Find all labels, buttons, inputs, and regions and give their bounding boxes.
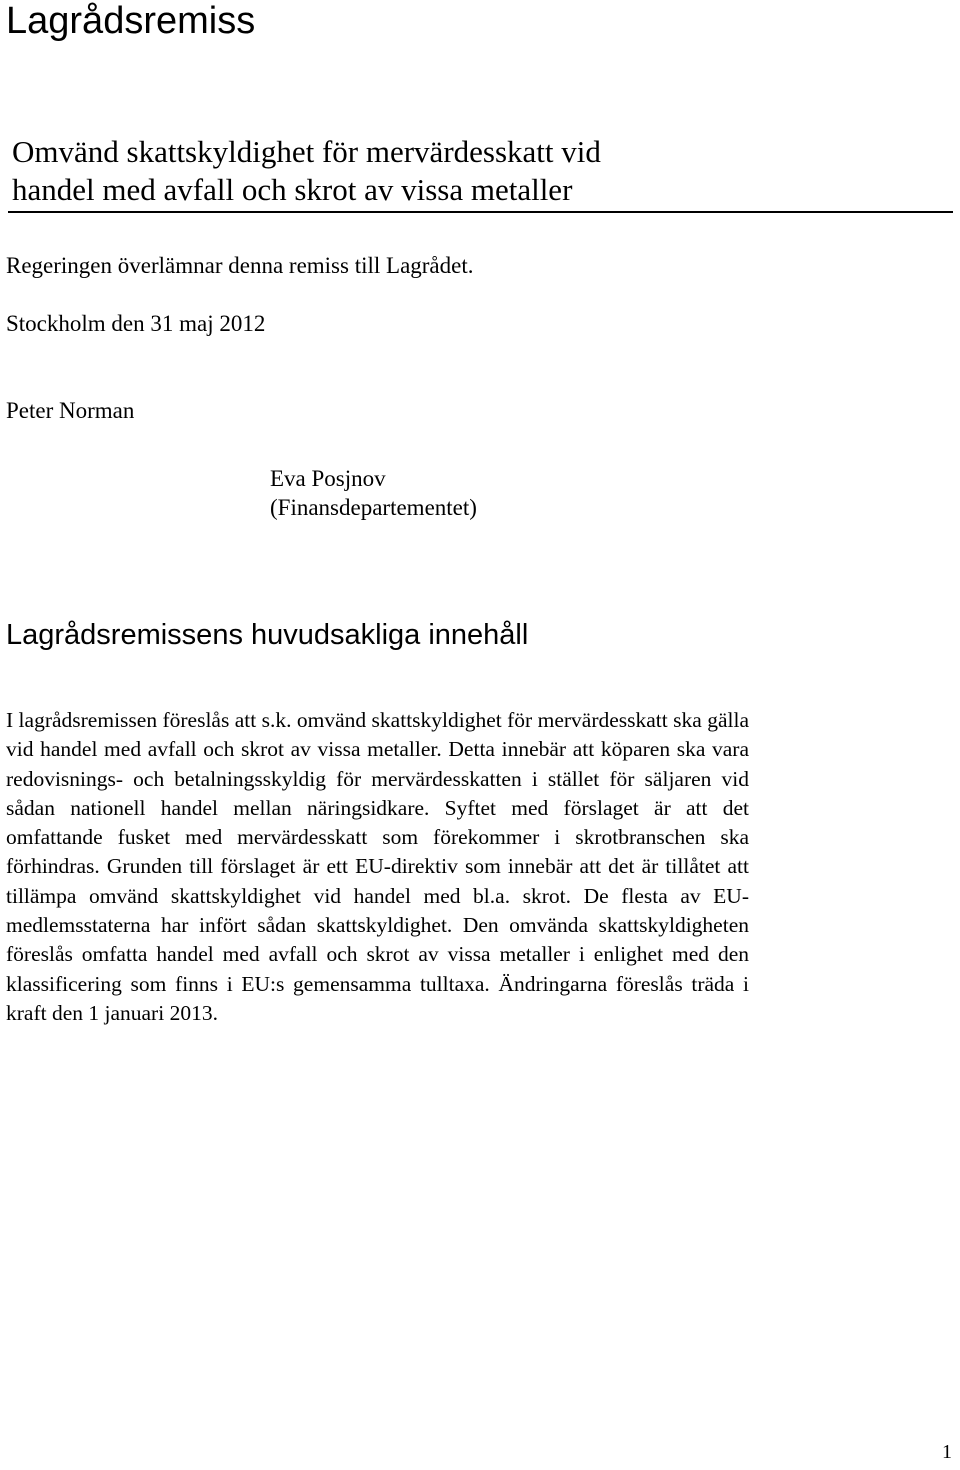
subject-line-2: handel med avfall och skrot av vissa metaller xyxy=(12,172,573,207)
subject-line-1: Omvänd skattskyldighet för mervärdesskatt vid xyxy=(12,134,601,169)
page-number: 1 xyxy=(942,1441,952,1463)
document-title: Lagrådsremiss xyxy=(6,0,256,42)
summary-heading: Lagrådsremissens huvudsakliga innehåll xyxy=(6,619,529,651)
official-department: (Finansdepartementet) xyxy=(270,495,477,520)
submission-statement: Regeringen överlämnar denna remiss till Lagrådet. xyxy=(6,253,474,278)
minister-name: Peter Norman xyxy=(6,398,135,423)
document-subject xyxy=(8,133,953,213)
place-and-date: Stockholm den 31 maj 2012 xyxy=(6,311,266,336)
summary-paragraph: I lagrådsremissen föreslås att s.k. omvänd skattskyldighet för mervärdesskatt ska gälla vid handel med avfall och skrot av vissa metaller. Detta innebär att köparen ska vara redovisnings- och betalningsskyldig för mervärdesskatten i stället för säljaren vid sådan nationell handel mellan näringsidkare. Syftet med förslaget är att det omfattande fusket med mervärdesskatt som förekommer i skrotbranschen ska förhindras. Grunden till förslaget är ett EU-direktiv som innebär att det är tillåtet att tillämpa omvänd skattskyldighet vid handel med bl.a. skrot. De flesta av EU-medlemsstaterna har infört sådan skattskyldighet. Den omvända skattskyldigheten föreslås omfatta handel med avfall och skrot av vissa metaller i enlighet med den klassificering som finns i EU:s gemensamma tulltaxa. Ändringarna föreslås träda i kraft den 1 januari 2013. xyxy=(6,708,749,1025)
official-name: Eva Posjnov xyxy=(270,466,386,491)
